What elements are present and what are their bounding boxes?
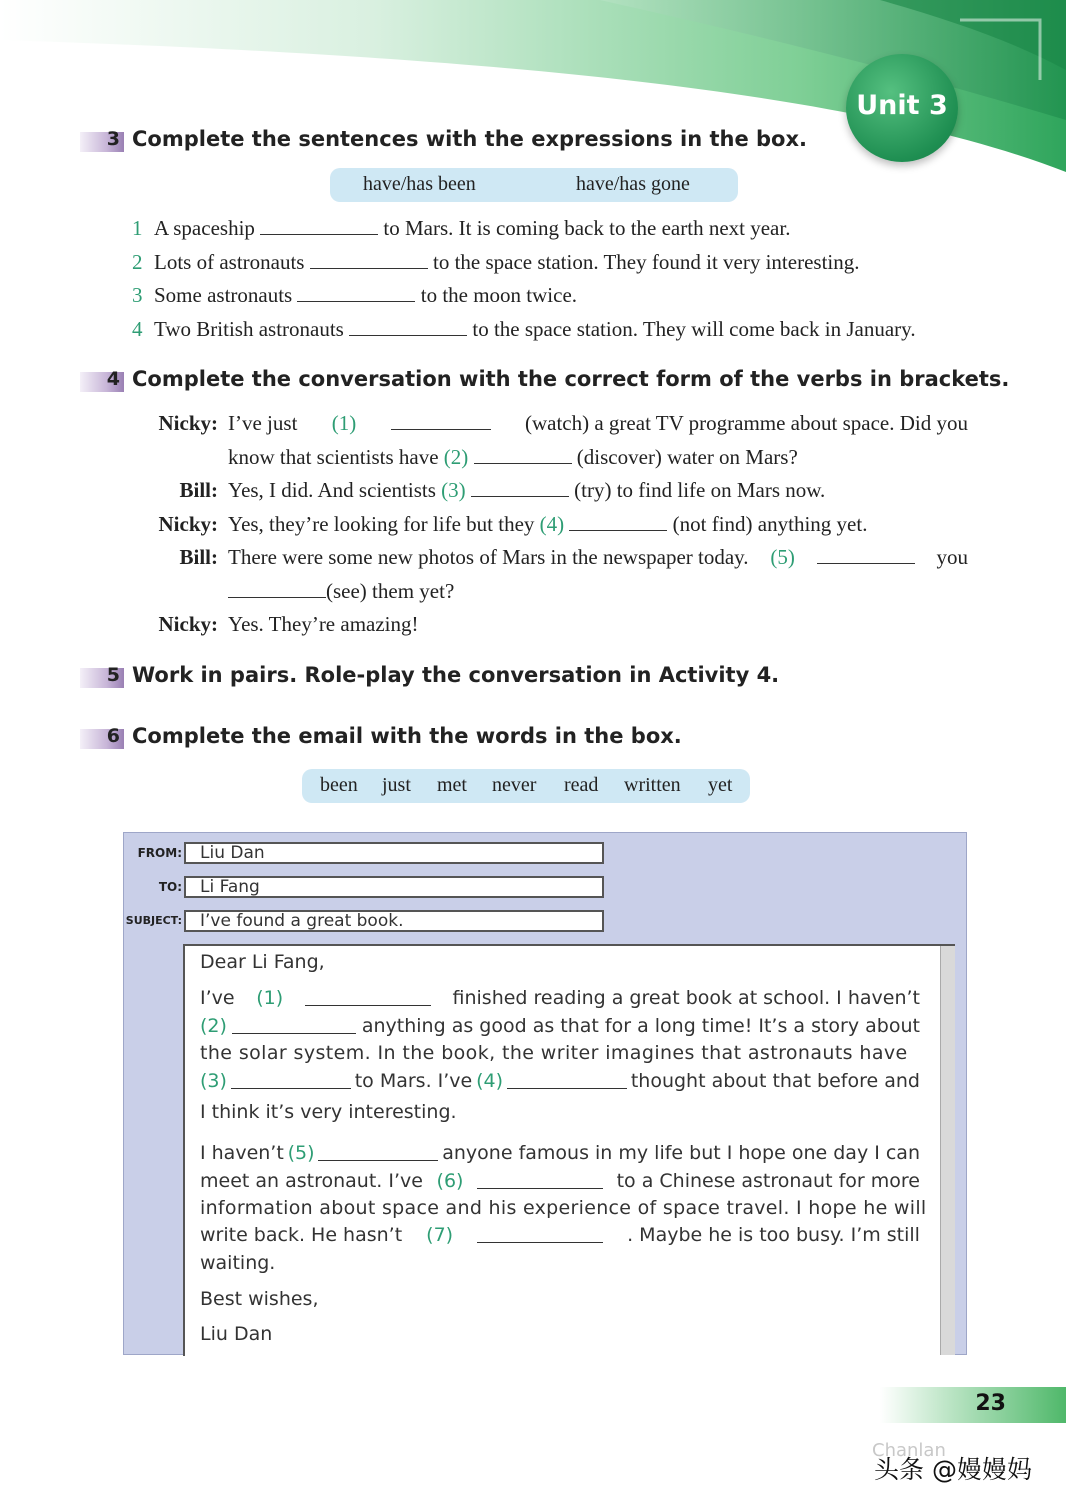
answer-blank[interactable] xyxy=(297,283,415,302)
ex3-instruction: Complete the sentences with the expressions in the box. xyxy=(132,127,807,151)
answer-blank[interactable] xyxy=(477,1170,603,1189)
email-signature: Liu Dan xyxy=(200,1323,273,1345)
answer-blank[interactable] xyxy=(474,445,572,464)
conversation-line: Yes, I did. And scientists (3) (try) to find life on Mars now. xyxy=(228,478,826,502)
email-closing: Best wishes, xyxy=(200,1288,319,1310)
email-line: I think it’s very interesting. xyxy=(200,1101,457,1123)
speaker-label: Nicky: xyxy=(158,612,218,636)
answer-blank[interactable] xyxy=(228,579,326,598)
speaker-label: Bill: xyxy=(179,478,218,502)
ex3-number: 3 xyxy=(106,128,120,150)
answer-blank[interactable] xyxy=(231,1070,351,1089)
ex6-instruction: Complete the email with the words in the box. xyxy=(132,724,682,748)
ex5-number: 5 xyxy=(106,664,120,686)
answer-blank[interactable] xyxy=(569,512,667,531)
ex6-box-word: yet xyxy=(708,774,733,796)
subject-label: SUBJECT: xyxy=(125,914,182,927)
subject-field[interactable]: I’ve found a great book. xyxy=(184,910,604,932)
email-greeting: Dear Li Fang, xyxy=(200,951,325,973)
from-label: FROM: xyxy=(137,846,182,860)
ex3-item: 1 A spaceship to Mars. It is coming back to the earth next year. xyxy=(132,216,791,240)
to-field[interactable]: Li Fang xyxy=(184,876,604,898)
faint-watermark: Chanlan xyxy=(872,1440,946,1461)
answer-blank[interactable] xyxy=(471,478,569,497)
email-line: (3) to Mars. I’ve (4) thought about that before and xyxy=(200,1070,920,1092)
answer-blank[interactable] xyxy=(260,216,378,235)
ex3-word-box xyxy=(330,168,738,202)
email-line: I’ve (1) finished reading a great book at school. I haven’t xyxy=(200,987,920,1009)
answer-blank[interactable] xyxy=(310,250,428,269)
speaker-label: Nicky: xyxy=(158,411,218,435)
watermark: 头条 @嫚嫚妈 xyxy=(874,1455,1032,1484)
email-line: information about space and his experience of space travel. I hope he will xyxy=(200,1197,927,1219)
to-label: TO: xyxy=(158,880,182,894)
conversation-line: (see) them yet? xyxy=(228,579,454,604)
email-line: (2) anything as good as that for a long time! It’s a story about xyxy=(200,1015,920,1037)
ex6-number: 6 xyxy=(106,725,120,747)
conversation-line: There were some new photos of Mars in the newspaper today. (5) you xyxy=(228,545,968,569)
page-number-bar xyxy=(880,1387,1066,1423)
answer-blank[interactable] xyxy=(817,545,915,564)
answer-blank[interactable] xyxy=(391,411,491,430)
ex6-box-word: read xyxy=(564,774,599,796)
ex6-box-word: been xyxy=(320,774,358,796)
answer-blank[interactable] xyxy=(232,1015,356,1034)
unit-label: Unit 3 xyxy=(856,90,948,121)
ex4-number: 4 xyxy=(106,368,120,390)
email-scrollbar[interactable] xyxy=(940,946,955,1355)
from-field[interactable]: Liu Dan xyxy=(184,842,604,864)
ex6-box-word: never xyxy=(492,774,537,796)
page-number: 23 xyxy=(975,1391,1006,1416)
ex6-box-word: met xyxy=(437,774,467,796)
answer-blank[interactable] xyxy=(318,1142,438,1161)
ex4-instruction: Complete the conversation with the correct form of the verbs in brackets. xyxy=(132,367,1010,391)
ex3-item: 3 Some astronauts to the moon twice. xyxy=(132,283,578,307)
ex5-instruction: Work in pairs. Role-play the conversation in Activity 4. xyxy=(132,663,780,687)
email-line: the solar system. In the book, the writer imagines that astronauts have xyxy=(200,1042,908,1064)
email-line: I haven’t (5) anyone famous in my life but I hope one day I can xyxy=(200,1142,920,1164)
answer-blank[interactable] xyxy=(349,317,467,336)
email-line: meet an astronaut. I’ve (6) to a Chinese astronaut for more xyxy=(200,1170,920,1192)
email-line: write back. He hasn’t (7) . Maybe he is too busy. I’m still xyxy=(200,1224,920,1246)
ex3-item: 2 Lots of astronauts to the space station. They found it very interesting. xyxy=(132,250,860,274)
conversation-line: Yes. They’re amazing! xyxy=(228,612,419,636)
email-line: waiting. xyxy=(200,1252,276,1274)
speaker-label: Bill: xyxy=(179,545,218,569)
answer-blank[interactable] xyxy=(477,1224,603,1243)
ex6-box-word: just xyxy=(382,774,411,796)
answer-blank[interactable] xyxy=(305,987,431,1006)
conversation-line: Yes, they’re looking for life but they (4) (not find) anything yet. xyxy=(228,512,868,536)
speaker-label: Nicky: xyxy=(158,512,218,536)
ex3-box-word: have/has gone xyxy=(576,173,690,195)
ex3-box-word: have/has been xyxy=(363,173,476,195)
answer-blank[interactable] xyxy=(507,1070,627,1089)
ex3-item: 4 Two British astronauts to the space station. They will come back in January. xyxy=(132,317,916,341)
conversation-line: know that scientists have (2) (discover) water on Mars? xyxy=(228,445,798,469)
ex6-box-word: written xyxy=(624,774,681,796)
conversation-line: I’ve just (1) (watch) a great TV programme about space. Did you xyxy=(228,411,968,435)
ex6-word-box xyxy=(302,769,750,803)
